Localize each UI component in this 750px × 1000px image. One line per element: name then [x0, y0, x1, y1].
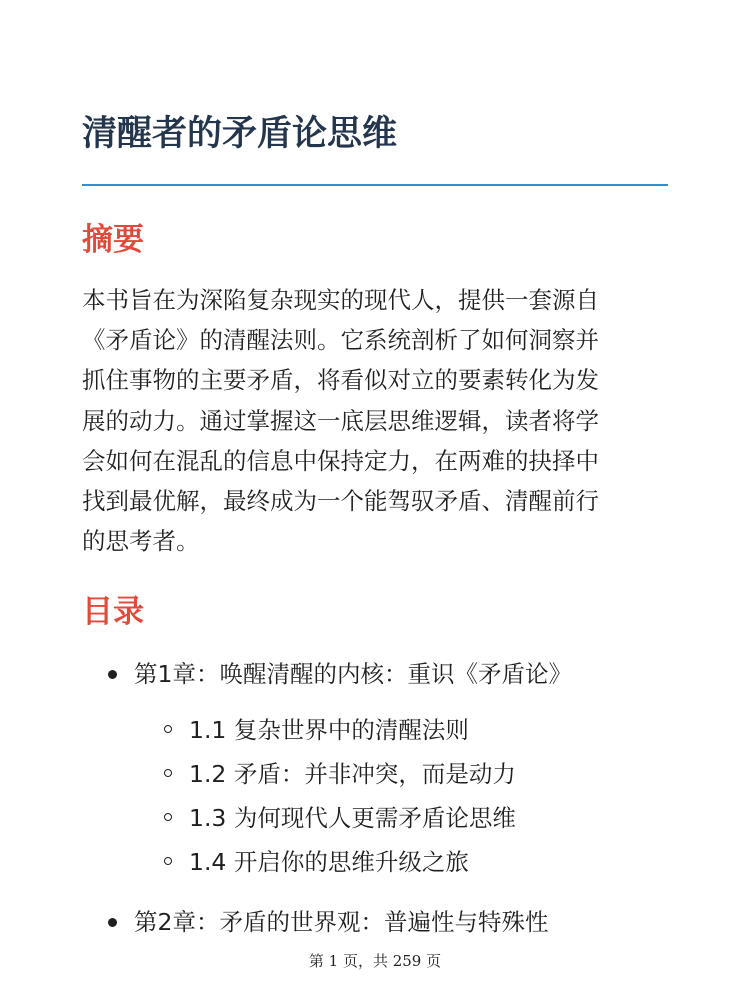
abstract-line: 展的动力。通过掌握这一底层思维逻辑，读者将学	[82, 406, 599, 435]
abstract-line: 的思考者。	[82, 527, 200, 556]
abstract-line: 会如何在混乱的信息中保持定力，在两难的抉择中	[82, 446, 599, 475]
book-title: 清醒者的矛盾论思维	[82, 114, 398, 154]
chapter-title: 第1章：唤醒清醒的内核：重识《矛盾论》	[134, 660, 572, 688]
filled-bullet-icon	[108, 918, 117, 927]
abstract-line: 抓住事物的主要矛盾，将看似对立的要素转化为发	[82, 366, 599, 395]
page-number-footer: 第 1 页，共 259 页	[308, 952, 442, 970]
table-of-contents	[82, 652, 682, 944]
section-title: 1.1 复杂世界中的清醒法则	[189, 716, 469, 744]
abstract-paragraph	[82, 280, 672, 561]
toc-section-1-1	[82, 708, 682, 752]
toc-chapter-2	[82, 900, 682, 944]
section-title: 1.2 矛盾：并非冲突，而是动力	[189, 760, 516, 788]
filled-bullet-icon	[108, 670, 117, 679]
toc-chapter-1	[82, 652, 682, 884]
abstract-line: 《矛盾论》的清醒法则。它系统剖析了如何洞察并	[82, 326, 599, 355]
hollow-bullet-icon	[164, 813, 172, 821]
toc-section-1-2	[82, 752, 682, 796]
abstract-line: 本书旨在为深陷复杂现实的现代人，提供一套源自	[82, 286, 599, 314]
toc-heading: 目录	[82, 594, 144, 630]
toc-section-1-3	[82, 796, 682, 840]
hollow-bullet-icon	[164, 769, 172, 777]
hollow-bullet-icon	[164, 725, 172, 733]
toc-section-1-4	[82, 840, 682, 884]
chapter-title: 第2章：矛盾的世界观：普遍性与特殊性	[134, 908, 549, 936]
section-title: 1.3 为何现代人更需矛盾论思维	[189, 804, 516, 832]
title-divider	[82, 184, 668, 186]
chapter-1-sections	[82, 708, 682, 884]
hollow-bullet-icon	[164, 857, 172, 865]
abstract-line: 找到最优解，最终成为一个能驾驭矛盾、清醒前行	[82, 487, 599, 516]
section-title: 1.4 开启你的思维升级之旅	[189, 848, 469, 876]
abstract-heading: 摘要	[82, 222, 144, 258]
